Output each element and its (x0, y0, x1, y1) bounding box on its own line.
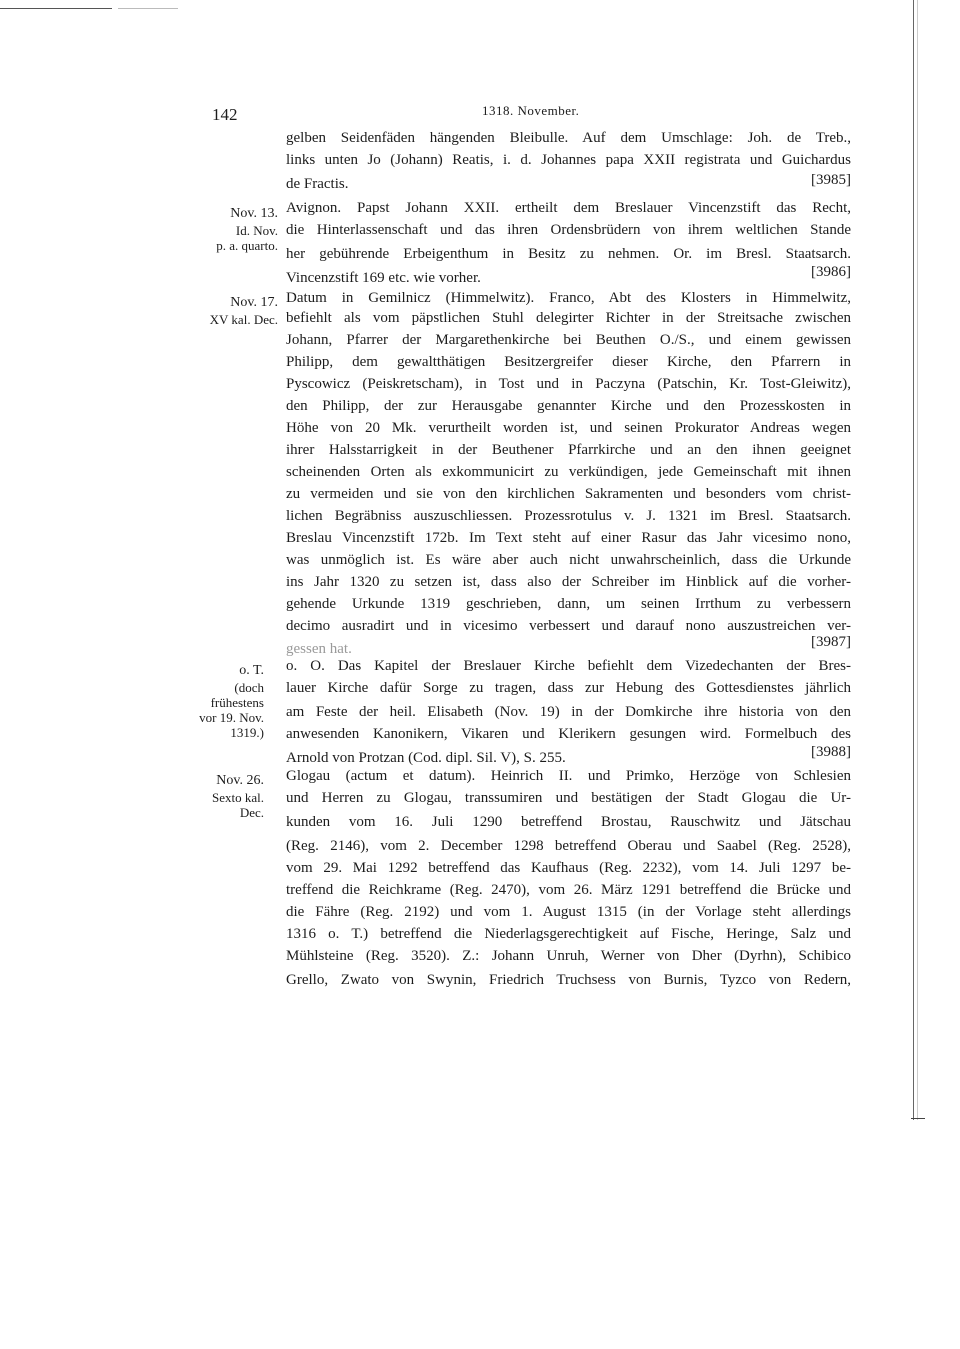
margin-date: Nov. 26. (216, 773, 264, 788)
margin-date: Nov. 17. (230, 295, 278, 310)
margin-date: Nov. 13. (230, 206, 278, 221)
scan-edge-line (0, 8, 112, 9)
text-line: zu vermeiden und sie von den kirchlichen Sakramenten und besonders vom christ- (286, 486, 851, 502)
margin-roman-date: Id. Nov. (235, 223, 278, 238)
text-line: gehende Urkunde 1319 geschrieben, dann, um seinen Irrthum zu verbessern (286, 596, 851, 612)
register-number: [3985] (811, 172, 851, 188)
text-line: kunden vom 16. Juli 1290 betreffend Brostau, Rauschwitz und Jätschau (286, 814, 851, 830)
margin-date-note (190, 662, 264, 740)
text-line: lauer Kirche dafür Sorge zu tragen, dass zur Hebung des Gottesdienstes jährlich (286, 680, 851, 696)
text-line: den Philipp, der zur Herausgabe genannter Kirche und den Prozesskosten in (286, 398, 851, 414)
text-line: Avignon. Papst Johann XXII. ertheilt dem Breslauer Vincenzstift das Recht, (286, 200, 851, 216)
text-line: und Herren zu Glogau, transsumiren und bestätigen der Stadt Glogau die Ur- (286, 790, 851, 806)
text-line: Mühlsteine (Reg. 3520). Z.: Johann Unruh, Werner von Dher (Dyrhn), Schibico (286, 948, 851, 964)
text-line: gessen hat. (286, 641, 352, 657)
page-number: 142 (212, 105, 238, 124)
text-line: ihrer Halsstarrigkeit in der Beuthener Pfarrkirche und an den ihnen geeignet (286, 442, 851, 458)
scan-edge-line-faint (118, 8, 178, 9)
text-line: Glogau (actum et datum). Heinrich II. und Primko, Herzöge von Schlesien (286, 768, 851, 784)
margin-note-line: vor 19. Nov. (199, 710, 264, 725)
margin-date-note (190, 205, 278, 253)
text-line: gelben Seidenfäden hängenden Bleibulle. Auf dem Umschlage: Joh. de Treb., (286, 130, 851, 146)
margin-roman-date: Dec. (239, 805, 264, 820)
register-number: [3986] (811, 264, 851, 280)
register-number: [3988] (811, 744, 851, 760)
text-line: scheinenden Orten als exkommunicirt zu verkündigen, jede Gemeinschaft mit ihnen (286, 464, 851, 480)
text-line: befiehlt als vom päpstlichen Stuhl delegirter Richter in der Streitsache zwischen (286, 310, 851, 326)
text-line: lichen Begräbniss auszuschliessen. Prozessrotulus v. J. 1321 im Bresl. Staatsarch. (286, 508, 851, 524)
text-line: Höhe von 20 Mk. verurtheilt worden ist, und seinen Prokurator Andreas wegen (286, 420, 851, 436)
scan-right-edge (913, 0, 914, 1120)
text-line: vom 29. Mai 1292 betreffend das Kaufhaus (Reg. 2232), vom 14. Juli 1297 be- (286, 860, 851, 876)
margin-roman-date: XV kal. Dec. (209, 312, 278, 327)
text-line: Grello, Zwato von Swynin, Friedrich Truchsess von Burnis, Tyzco von Redern, (286, 972, 851, 988)
margin-note-line: frühestens (210, 695, 264, 710)
margin-date: o. T. (239, 663, 264, 678)
text-line: was unmöglich ist. Es wäre aber auch nicht unwahrscheinlich, dass die Urkunde (286, 552, 851, 568)
margin-date-note (190, 294, 278, 327)
text-line: am Feste der heil. Elisabeth (Nov. 19) in der Domkirche ihre historia von den (286, 704, 851, 720)
text-line: de Fractis. (286, 176, 349, 192)
text-line: Pyscowicz (Peiskretscham), in Tost und in Paczyna (Patschin, Kr. Tost-Gleiwitz), (286, 376, 851, 392)
text-line: Arnold von Protzan (Cod. dipl. Sil. V), S. 255. (286, 750, 566, 766)
scan-right-edge-faint (917, 0, 918, 1120)
text-line: (Reg. 2146), vom 2. December 1298 betreffend Oberau und Saabel (Reg. 2528), (286, 838, 851, 854)
text-line: decimo ausradirt und in vicesimo verbessert und darauf nono auszustreichen ver- (286, 618, 851, 634)
text-line: anwesenden Kanonikern, Vikaren und Klerikern gesungen wird. Formelbuch des (286, 726, 851, 742)
text-line: die Fähre (Reg. 2192) und vom 1. August 1315 (in der Vorlage steht allerdings (286, 904, 851, 920)
text-line: die Hinterlassenschaft und das ihren Ordensbrüdern von ihrem weltlichen Stande (286, 222, 851, 238)
text-line: Vincenzstift 169 etc. wie vorher. (286, 270, 481, 286)
text-line: links unten Jo (Johann) Reatis, i. d. Johannes papa XXII registrata und Guichardus (286, 152, 851, 168)
margin-roman-date: Sexto kal. (212, 790, 264, 805)
text-line: Johann, Pfarrer der Margarethenkirche bei Beuthen O./S., und einem gewissen (286, 332, 851, 348)
margin-note-line: (doch (234, 680, 264, 695)
register-number: [3987] (811, 634, 851, 650)
text-line: her gebührende Erbeigenthum in Besitz zu nehmen. Or. im Bresl. Staatsarch. (286, 246, 851, 262)
text-line: o. O. Das Kapitel der Breslauer Kirche befiehlt dem Vizedechanten der Bres- (286, 658, 851, 674)
text-line: ins Jahr 1320 zu setzen ist, dass also der Schreiber im Hinblick auf die vorher- (286, 574, 851, 590)
margin-date-note (190, 772, 264, 820)
running-head: 1318. November. (482, 103, 580, 118)
margin-note-line: 1319.) (230, 725, 264, 740)
text-line: Datum in Gemilnicz (Himmelwitz). Franco, Abt des Klosters in Himmelwitz, (286, 290, 851, 306)
text-line: Breslau Vincenzstift 172b. Im Text steht auf einer Rasur das Jahr vicesimo nono, (286, 530, 851, 546)
margin-note-line: p. a. quarto. (216, 238, 278, 253)
text-line: 1316 o. T.) betreffend die Niederlagsgerechtigkeit auf Fische, Heringe, Salz und (286, 926, 851, 942)
text-line: Philipp, dem gewaltthätigen Besitzergreifer dieser Kirche, den Pfarrern in (286, 354, 851, 370)
text-line: treffend die Reichkrame (Reg. 2470), vom 26. März 1291 betreffend die Brücke und (286, 882, 851, 898)
scan-right-foot (911, 1118, 925, 1119)
